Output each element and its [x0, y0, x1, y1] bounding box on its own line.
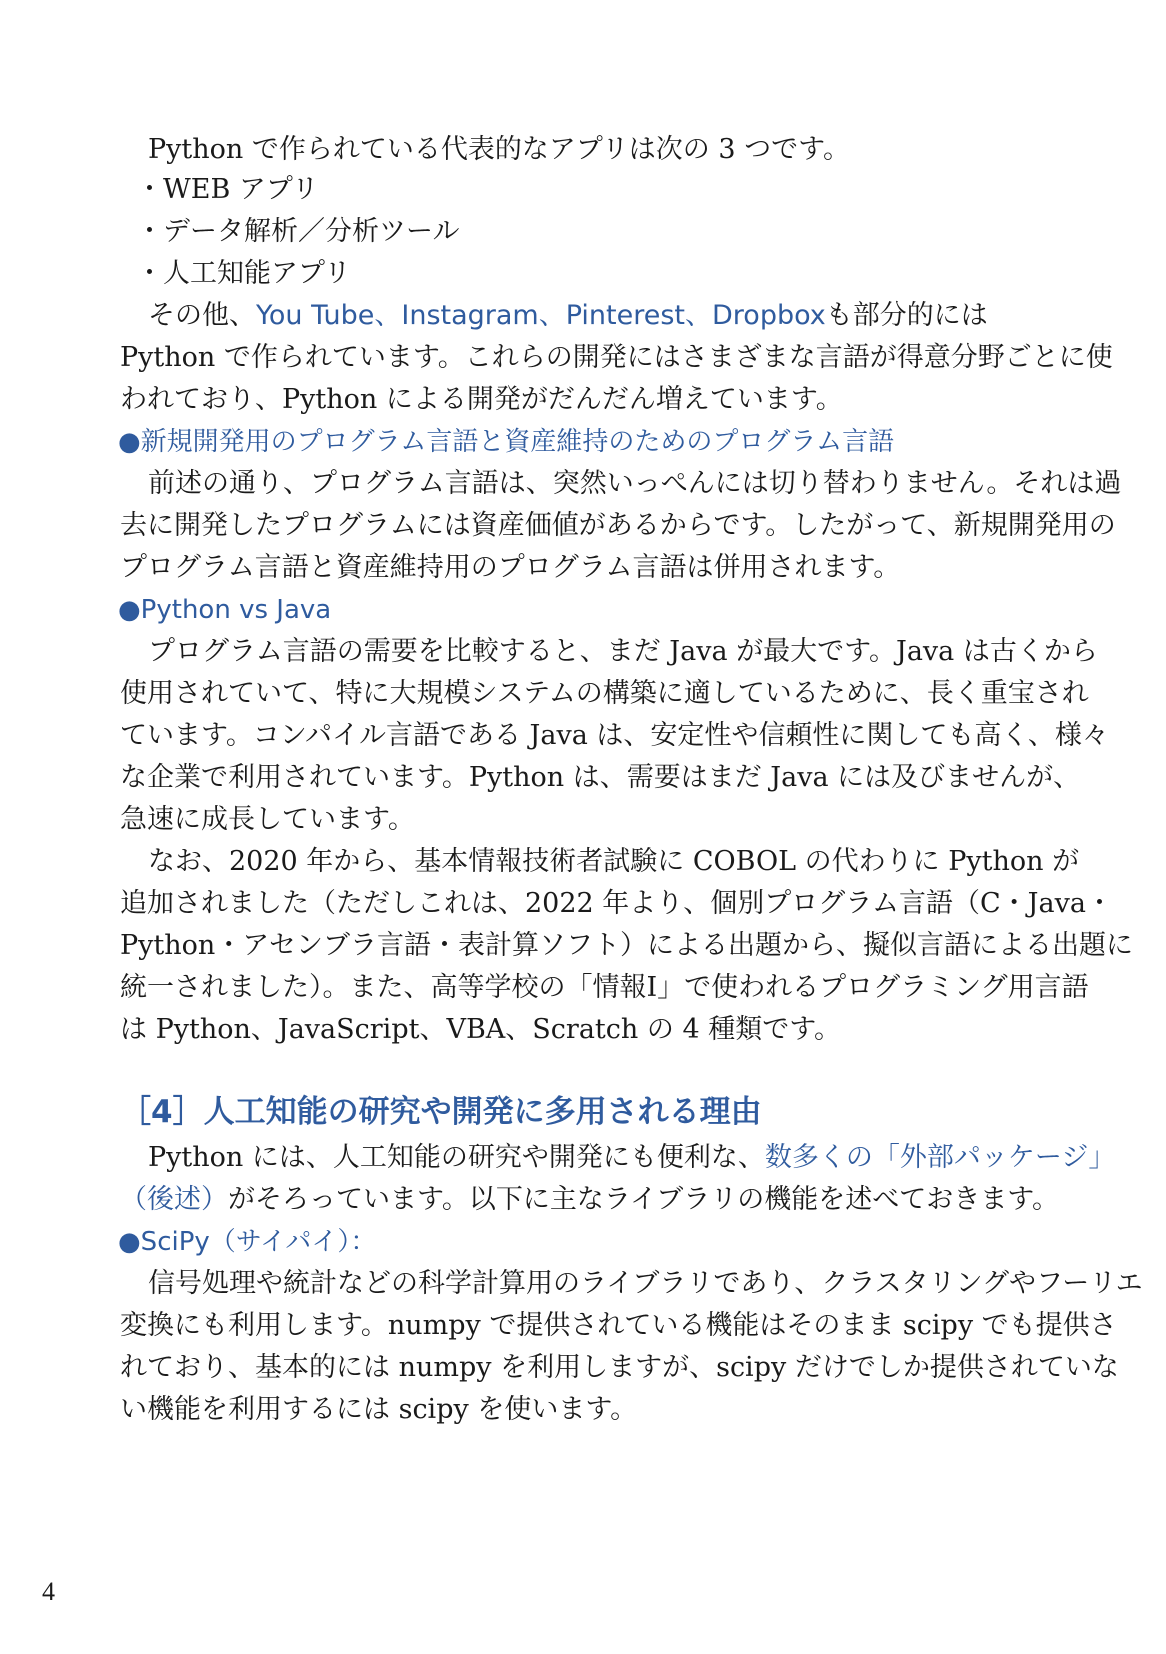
paragraph-line	[148, 1136, 1116, 1180]
text-span: がそろっています。以下に主なライブラリの機能を述べておきます。	[228, 1184, 1060, 1215]
paragraph-line: プログラム言語の需要を比較すると、まだ Java が最大です。Java は古くから	[148, 636, 1098, 667]
paragraph-line: は Python、JavaScript、VBA、Scratch の 4 種類です。	[120, 1014, 842, 1045]
subheading-scipy: ●SciPy（サイパイ）：	[118, 1227, 377, 1257]
paragraph-line: なお、2020 年から、基本情報技術者試験に COBOL の代わりに Python が	[148, 846, 1080, 877]
text-span: も部分的には	[825, 300, 988, 331]
paragraph-line: 追加されました（ただしこれは、2022 年より、個別プログラム言語（C・Java・	[120, 888, 1113, 919]
paragraph-line: Python で作られています。これらの開発にはさまざまな言語が得意分野ごとに使	[120, 342, 1113, 373]
paragraph-line: 前述の通り、プログラム言語は、突然いっぺんには切り替わりません。それは過	[148, 468, 1122, 499]
text-span: Python には、人工知能の研究や開発にも便利な、	[148, 1142, 765, 1173]
highlighted-see-later: （後述）	[120, 1184, 228, 1215]
paragraph-line	[120, 1178, 1060, 1222]
highlighted-external-packages: 数多くの「外部パッケージ」	[764, 1142, 1116, 1173]
subheading-new-dev-languages: ●新規開発用のプログラム言語と資産維持のためのプログラム言語	[118, 427, 895, 457]
paragraph-line: 統一されました）。また、高等学校の「情報I」で使われるプログラミング用言語	[120, 972, 1089, 1003]
paragraph-line: な企業で利用されています。Python は、需要はまだ Java には及びませんが、	[120, 762, 1081, 793]
paragraph-line: 信号処理や統計などの科学計算用のライブラリであり、クラスタリングやフーリエ	[148, 1268, 1143, 1299]
bullet-ai-app: ・人工知能アプリ	[136, 258, 351, 289]
paragraph-line: 急速に成長しています。	[120, 804, 415, 835]
paragraph-line: プログラム言語と資産維持用のプログラム言語は併用されます。	[120, 552, 901, 583]
paragraph-line: れており、基本的には numpy を利用しますが、scipy だけでしか提供されていな	[120, 1352, 1119, 1383]
highlighted-apps: You Tube、Instagram、Pinterest、Dropbox	[256, 300, 826, 331]
paragraph-line: Python・アセンブラ言語・表計算ソフト）による出題から、擬似言語による出題に	[120, 930, 1134, 961]
paragraph-line: 使用されていて、特に大規模システムの構築に適しているために、長く重宝され	[120, 678, 1089, 709]
text-span: その他、	[148, 300, 256, 331]
intro-line: Python で作られている代表的なアプリは次の 3 つです。	[148, 134, 850, 165]
bullet-web-app: ・WEB アプリ	[136, 174, 319, 205]
bullet-data-analysis: ・データ解析／分析ツール	[136, 216, 460, 247]
section-heading-4: ［4］人工知能の研究や開発に多用される理由	[120, 1094, 762, 1130]
paragraph-line	[148, 294, 1050, 338]
paragraph-line: 変換にも利用します。numpy で提供されている機能はそのまま scipy でも提供さ	[120, 1310, 1117, 1341]
page-number: 4	[42, 1577, 55, 1606]
paragraph-line: 去に開発したプログラムには資産価値があるからです。したがって、新規開発用の	[120, 510, 1116, 541]
paragraph-line: ています。コンパイル言語である Java は、安定性や信頼性に関しても高く、様々	[120, 720, 1109, 751]
paragraph-line: い機能を利用するには scipy を使います。	[120, 1394, 638, 1425]
paragraph-line: われており、Python による開発がだんだん増えています。	[120, 384, 843, 415]
subheading-python-vs-java: ●Python vs Java	[118, 595, 332, 625]
